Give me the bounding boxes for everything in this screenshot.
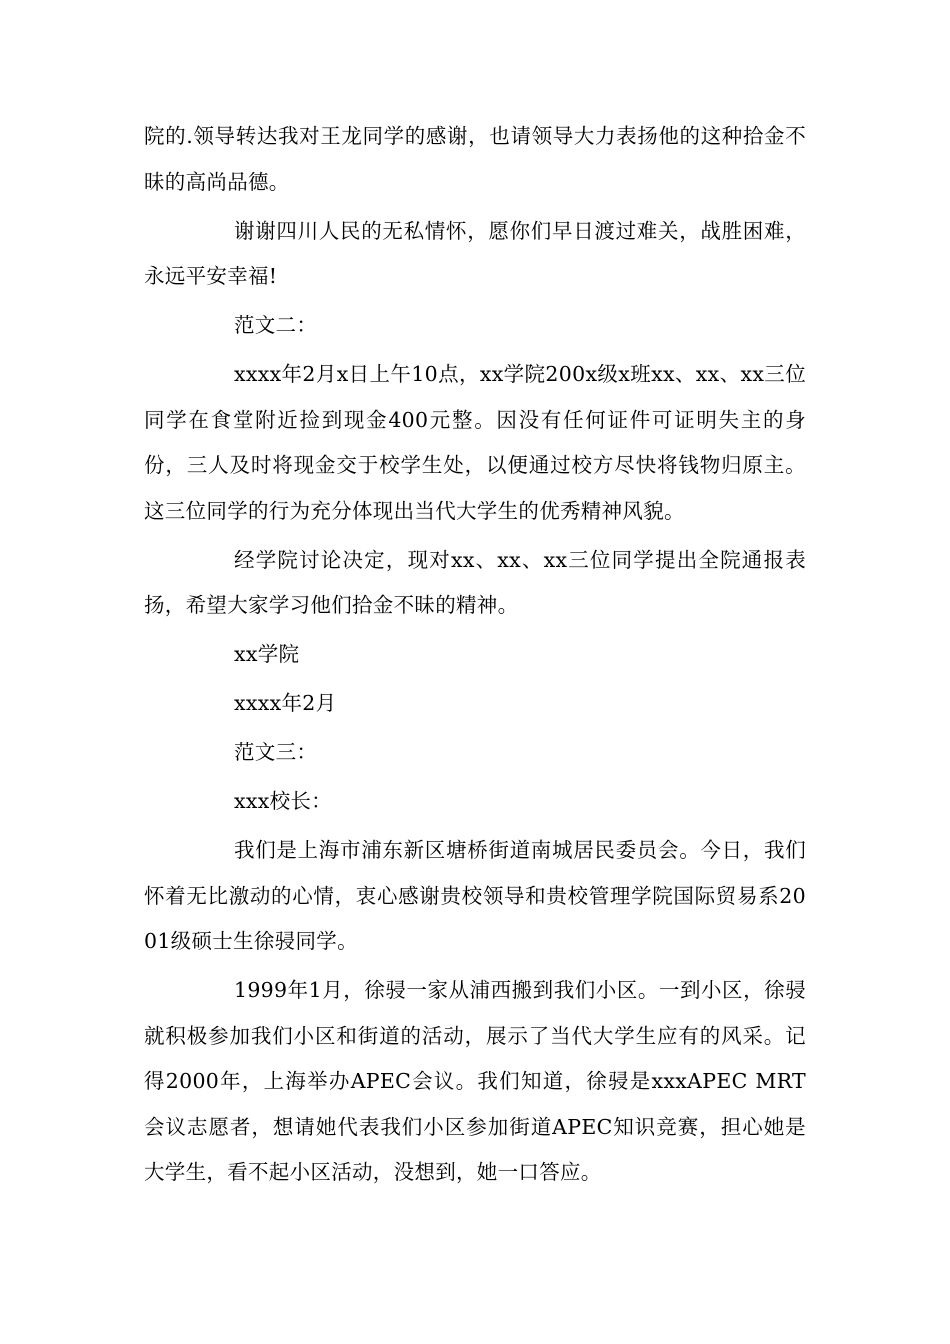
paragraph-commendation: 经学院讨论决定，现对xx、xx、xx三位同学提出全院通报表扬，希望大家学习他们拾金不昧的精神。: [144, 547, 806, 617]
document-body: [144, 114, 806, 1199]
heading-sample-two: 范文二：: [234, 313, 318, 337]
salutation-principal: xxx校长：: [234, 789, 332, 813]
paragraph-thanks-closing: 院的.领导转达我对王龙同学的感谢，也请领导大力表扬他的这种拾金不昧的高尚品德。: [144, 124, 806, 194]
signature-college: xx学院: [234, 642, 300, 666]
paragraph-apec-story: 1999年1月，徐骎一家从浦西搬到我们小区。一到小区，徐骎就积极参加我们小区和街道的活动，展示了当代大学生应有的风采。记得2000年，上海举办APEC会议。我们知道，徐骎是xxxAPEC MRT会议志愿者，想请她代表我们小区参加街道APEC知识竞赛，担心她是大学生，看不起小区活动，没想到，她一口答应。: [144, 978, 806, 1184]
heading-sample-three: 范文三：: [234, 740, 318, 764]
paragraph-found-cash: xxxx年2月x日上午10点，xx学院200x级x班xx、xx、xx三位同学在食堂附近捡到现金400元整。因没有任何证件可证明失主的身份，三人及时将现金交于校学生处，以便通过校方尽快将钱物归原主。这三位同学的行为充分体现出当代大学生的优秀精神风貌。: [144, 362, 806, 523]
signature-date: xxxx年2月: [234, 691, 337, 715]
paragraph-committee-thanks: 我们是上海市浦东新区塘桥街道南城居民委员会。今日，我们怀着无比激动的心情，衷心感谢贵校领导和贵校管理学院国际贸易系2001级硕士生徐骎同学。: [144, 838, 806, 953]
paragraph-sichuan-thanks: 谢谢四川人民的无私情怀，愿你们早日渡过难关，战胜困难，永远平安幸福!: [144, 218, 806, 288]
